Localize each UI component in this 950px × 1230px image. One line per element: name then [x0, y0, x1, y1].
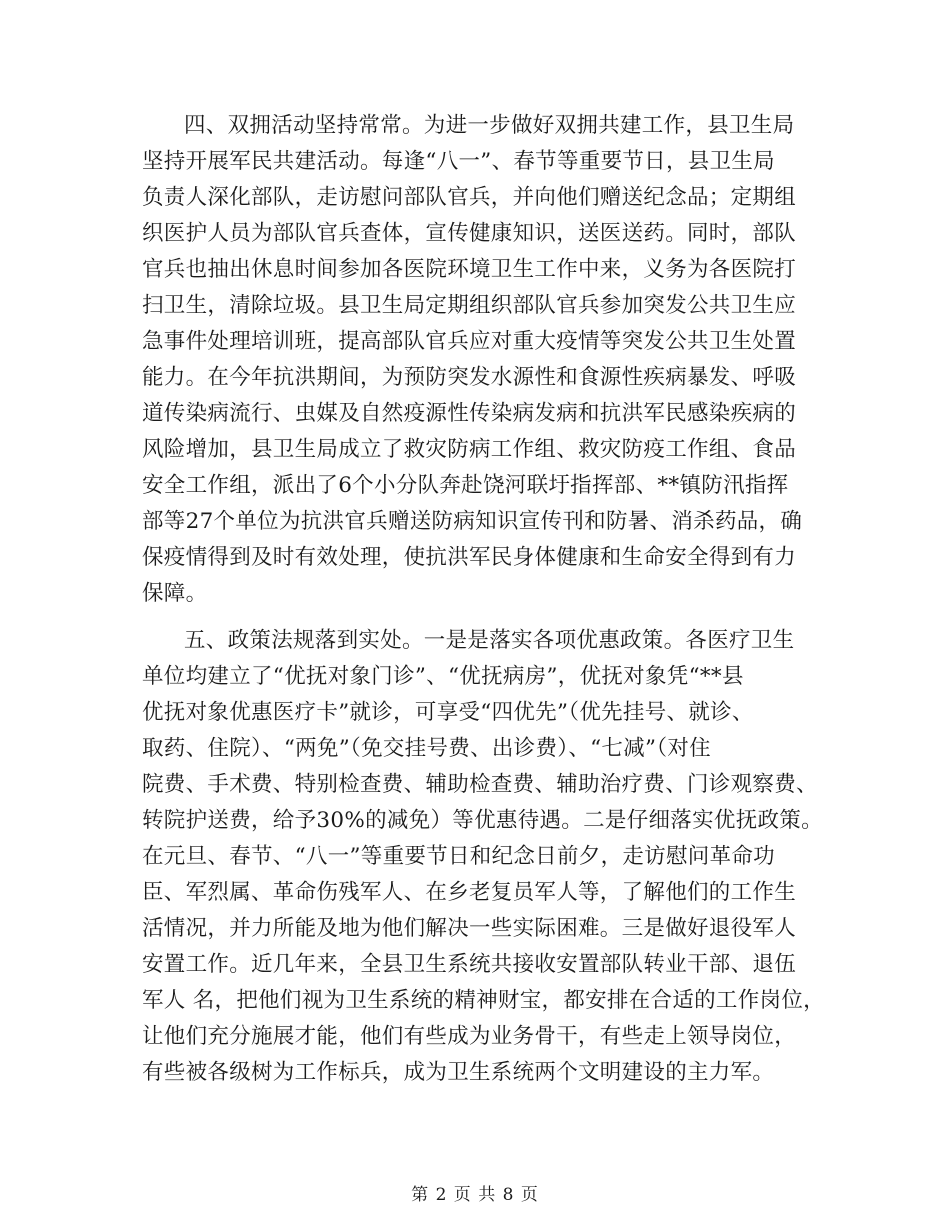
text-line: 有些被各级树为工作标兵，成为卫生系统两个文明建设的主力军。 — [142, 1060, 775, 1085]
text-line: 风险增加，县卫生局成立了救灾防病工作组、救灾防疫工作组、食品 — [142, 437, 797, 462]
text-line: 转院护送费，给予30%的减免）等优惠待遇。二是仔细落实优抚政策。 — [142, 808, 823, 833]
text-line: 安全工作组，派出了6个小分队奔赴饶河联圩指挥部、**镇防汛指挥 — [142, 473, 789, 498]
text-line: 院费、手术费、特别检查费、辅助检查费、辅助治疗费、门诊观察费、 — [142, 772, 818, 797]
text-line: 单位均建立了“优抚对象门诊”、“优抚病房”，优抚对象凭“**县 — [142, 664, 744, 689]
text-line: 道传染病流行、虫媒及自然疫源性传染病发病和抗洪军民感染疾病的 — [142, 401, 797, 426]
text-line: 官兵也抽出休息时间参加各医院环境卫生工作中来，义务为各医院打 — [142, 257, 797, 282]
text-line: 负责人深化部队，走访慰问部队官兵，并向他们赠送纪念品；定期组 — [142, 185, 797, 210]
text-line: 优抚对象优惠医疗卡”就诊，可享受“四优先”（优先挂号、就诊、 — [142, 700, 754, 725]
text-line: 安置工作。近几年来，全县卫生系统共接收安置部队转业干部、退伍 — [142, 952, 797, 977]
text-line: 军人 名，把他们视为卫生系统的精神财宝，都安排在合适的工作岗位， — [142, 988, 825, 1013]
text-line: 在元旦、春节、“八一”等重要节日和纪念日前夕，走访慰问革命功 — [142, 844, 775, 869]
text-line: 取药、住院）、“两免”（免交挂号费、出诊费）、“七减”（对住 — [142, 736, 711, 761]
page-number-footer: 第 2 页 共 8 页 — [411, 1185, 539, 1205]
text-line: 让他们充分施展才能，他们有些成为业务骨干，有些走上领导岗位， — [142, 1024, 797, 1049]
text-line: 保障。 — [142, 581, 208, 606]
text-line: 活情况，并力所能及地为他们解决一些实际困难。三是做好退役军人 — [142, 916, 797, 941]
text-line: 扫卫生，清除垃圾。县卫生局定期组织部队官兵参加突发公共卫生应 — [142, 293, 797, 318]
text-line: 坚持开展军民共建活动。每逢“八一”、春节等重要节日，县卫生局 — [142, 149, 775, 174]
text-line: 织医护人员为部队官兵查体，宣传健康知识，送医送药。同时，部队 — [142, 221, 797, 246]
text-line: 四、双拥活动坚持常常。为进一步做好双拥共建工作，县卫生局 — [184, 113, 795, 138]
text-line: 五、政策法规落到实处。一是是落实各项优惠政策。各医疗卫生 — [184, 628, 795, 653]
text-line: 部等27个单位为抗洪官兵赠送防病知识宣传刊和防暑、消杀药品，确 — [142, 509, 803, 534]
text-line: 急事件处理培训班，提高部队官兵应对重大疫情等突发公共卫生处置 — [142, 329, 797, 354]
text-line: 能力。在今年抗洪期间，为预防突发水源性和食源性疾病暴发、呼吸 — [142, 365, 797, 390]
text-line: 臣、军烈属、革命伤残军人、在乡老复员军人等，了解他们的工作生 — [142, 880, 797, 905]
text-line: 保疫情得到及时有效处理，使抗洪军民身体健康和生命安全得到有力 — [142, 545, 797, 570]
